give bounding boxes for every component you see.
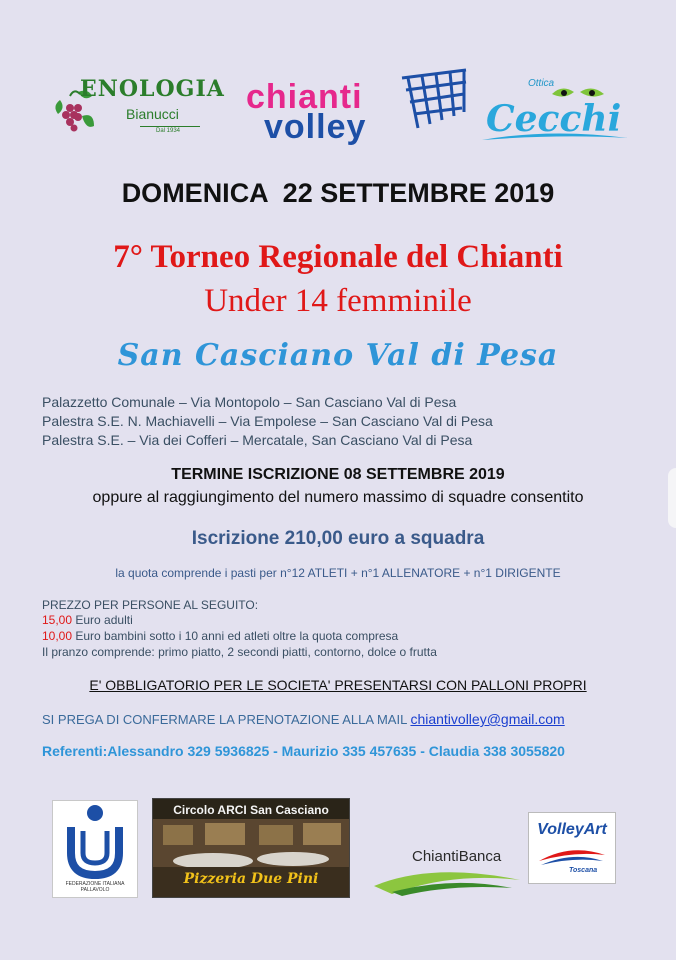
price-amount: 15,00 [42,613,73,627]
enologia-subtitle: Bianucci [126,106,179,122]
chiantibanca-logo [372,838,522,898]
cecchi-big-text: Cecchi [486,98,622,140]
price-item [42,613,133,627]
price-amount: 10,00 [42,629,73,643]
bank-swoosh-icon [372,862,522,896]
price-description: Euro bambini sotto i 10 anni ed atleti oltre la quota compresa [72,629,399,643]
registration-alternative: oppure al raggiungimento del numero massimo di squadre consentito [92,489,584,506]
venue-line: Palestra S.E. – Via dei Cofferi – Mercatale, San Casciano Val di Pesa [42,432,473,448]
volleyart-name: VolleyArt [537,821,607,838]
price-item [42,629,398,643]
event-category: Under 14 femminile [204,283,472,319]
ottica-cecchi-logo [480,76,630,146]
event-city: San Casciano Val di Pesa [117,338,559,373]
volleyball-net-icon [396,68,470,134]
chianti-volley-logo [240,68,470,148]
volleyart-swoosh-icon [537,845,607,867]
registration-deadline: TERMINE ISCRIZIONE 08 SETTEMBRE 2019 [171,466,505,483]
confirm-notice [42,711,565,727]
pizzeria-name: Pizzeria Due Pini [183,871,319,887]
event-date: DOMENICA 22 SETTEMBRE 2019 [121,178,555,208]
cecchi-swoosh [480,130,630,144]
volleyart-region: Toscana [569,867,598,874]
enologia-logo [48,72,225,142]
registration-fee: Iscrizione 210,00 euro a squadra [191,528,485,549]
chianti-volley-line1: chianti [246,78,363,116]
mandatory-notice: E' OBBLIGATORIO PER LE SOCIETA' PRESENTARSI CON PALLONI PROPRI [89,677,587,693]
chianti-volley-line2: volley [264,108,367,146]
fipav-text: FEDERAZIONE ITALIANA PALLAVOLO [65,881,125,893]
venue-line: Palazzetto Comunale – Via Montopolo – San Casciano Val di Pesa [42,394,457,410]
venue-line: Palestra S.E. N. Machiavelli – Via Empolese – San Casciano Val di Pesa [42,413,493,429]
fee-includes: la quota comprende i pasti per n°12 ATLETI + n°1 ALLENATORE + n°1 DIRIGENTE [115,566,561,580]
pizzeria-logo [152,798,350,898]
enologia-divider [140,126,200,127]
pizzeria-club-name: Circolo ARCI San Casciano [173,803,329,817]
volleyart-logo [528,812,616,884]
confirm-text: SI PREGA DI CONFERMARE LA PRENOTAZIONE ALLA MAIL [42,712,411,727]
price-description: Euro adulti [72,613,133,627]
lunch-info: Il pranzo comprende: primo piatto, 2 secondi piatti, contorno, dolce o frutta [42,645,437,659]
enologia-title: ENOLOGIA [80,76,225,102]
price-heading: PREZZO PER PERSONE AL SEGUITO: [42,598,259,612]
side-scroll-tab[interactable] [668,468,676,528]
enologia-established: Dal 1934 [156,128,181,134]
email-link[interactable]: chiantivolley@gmail.com [410,711,565,727]
fipav-logo [52,800,138,898]
contacts: Referenti:Alessandro 329 5936825 - Maurizio 335 457635 - Claudia 338 3055820 [42,743,565,759]
event-title: 7° Torneo Regionale del Chianti [113,239,563,275]
bank-name: ChiantiBanca [412,848,502,865]
cecchi-small-text: Ottica [528,78,555,89]
